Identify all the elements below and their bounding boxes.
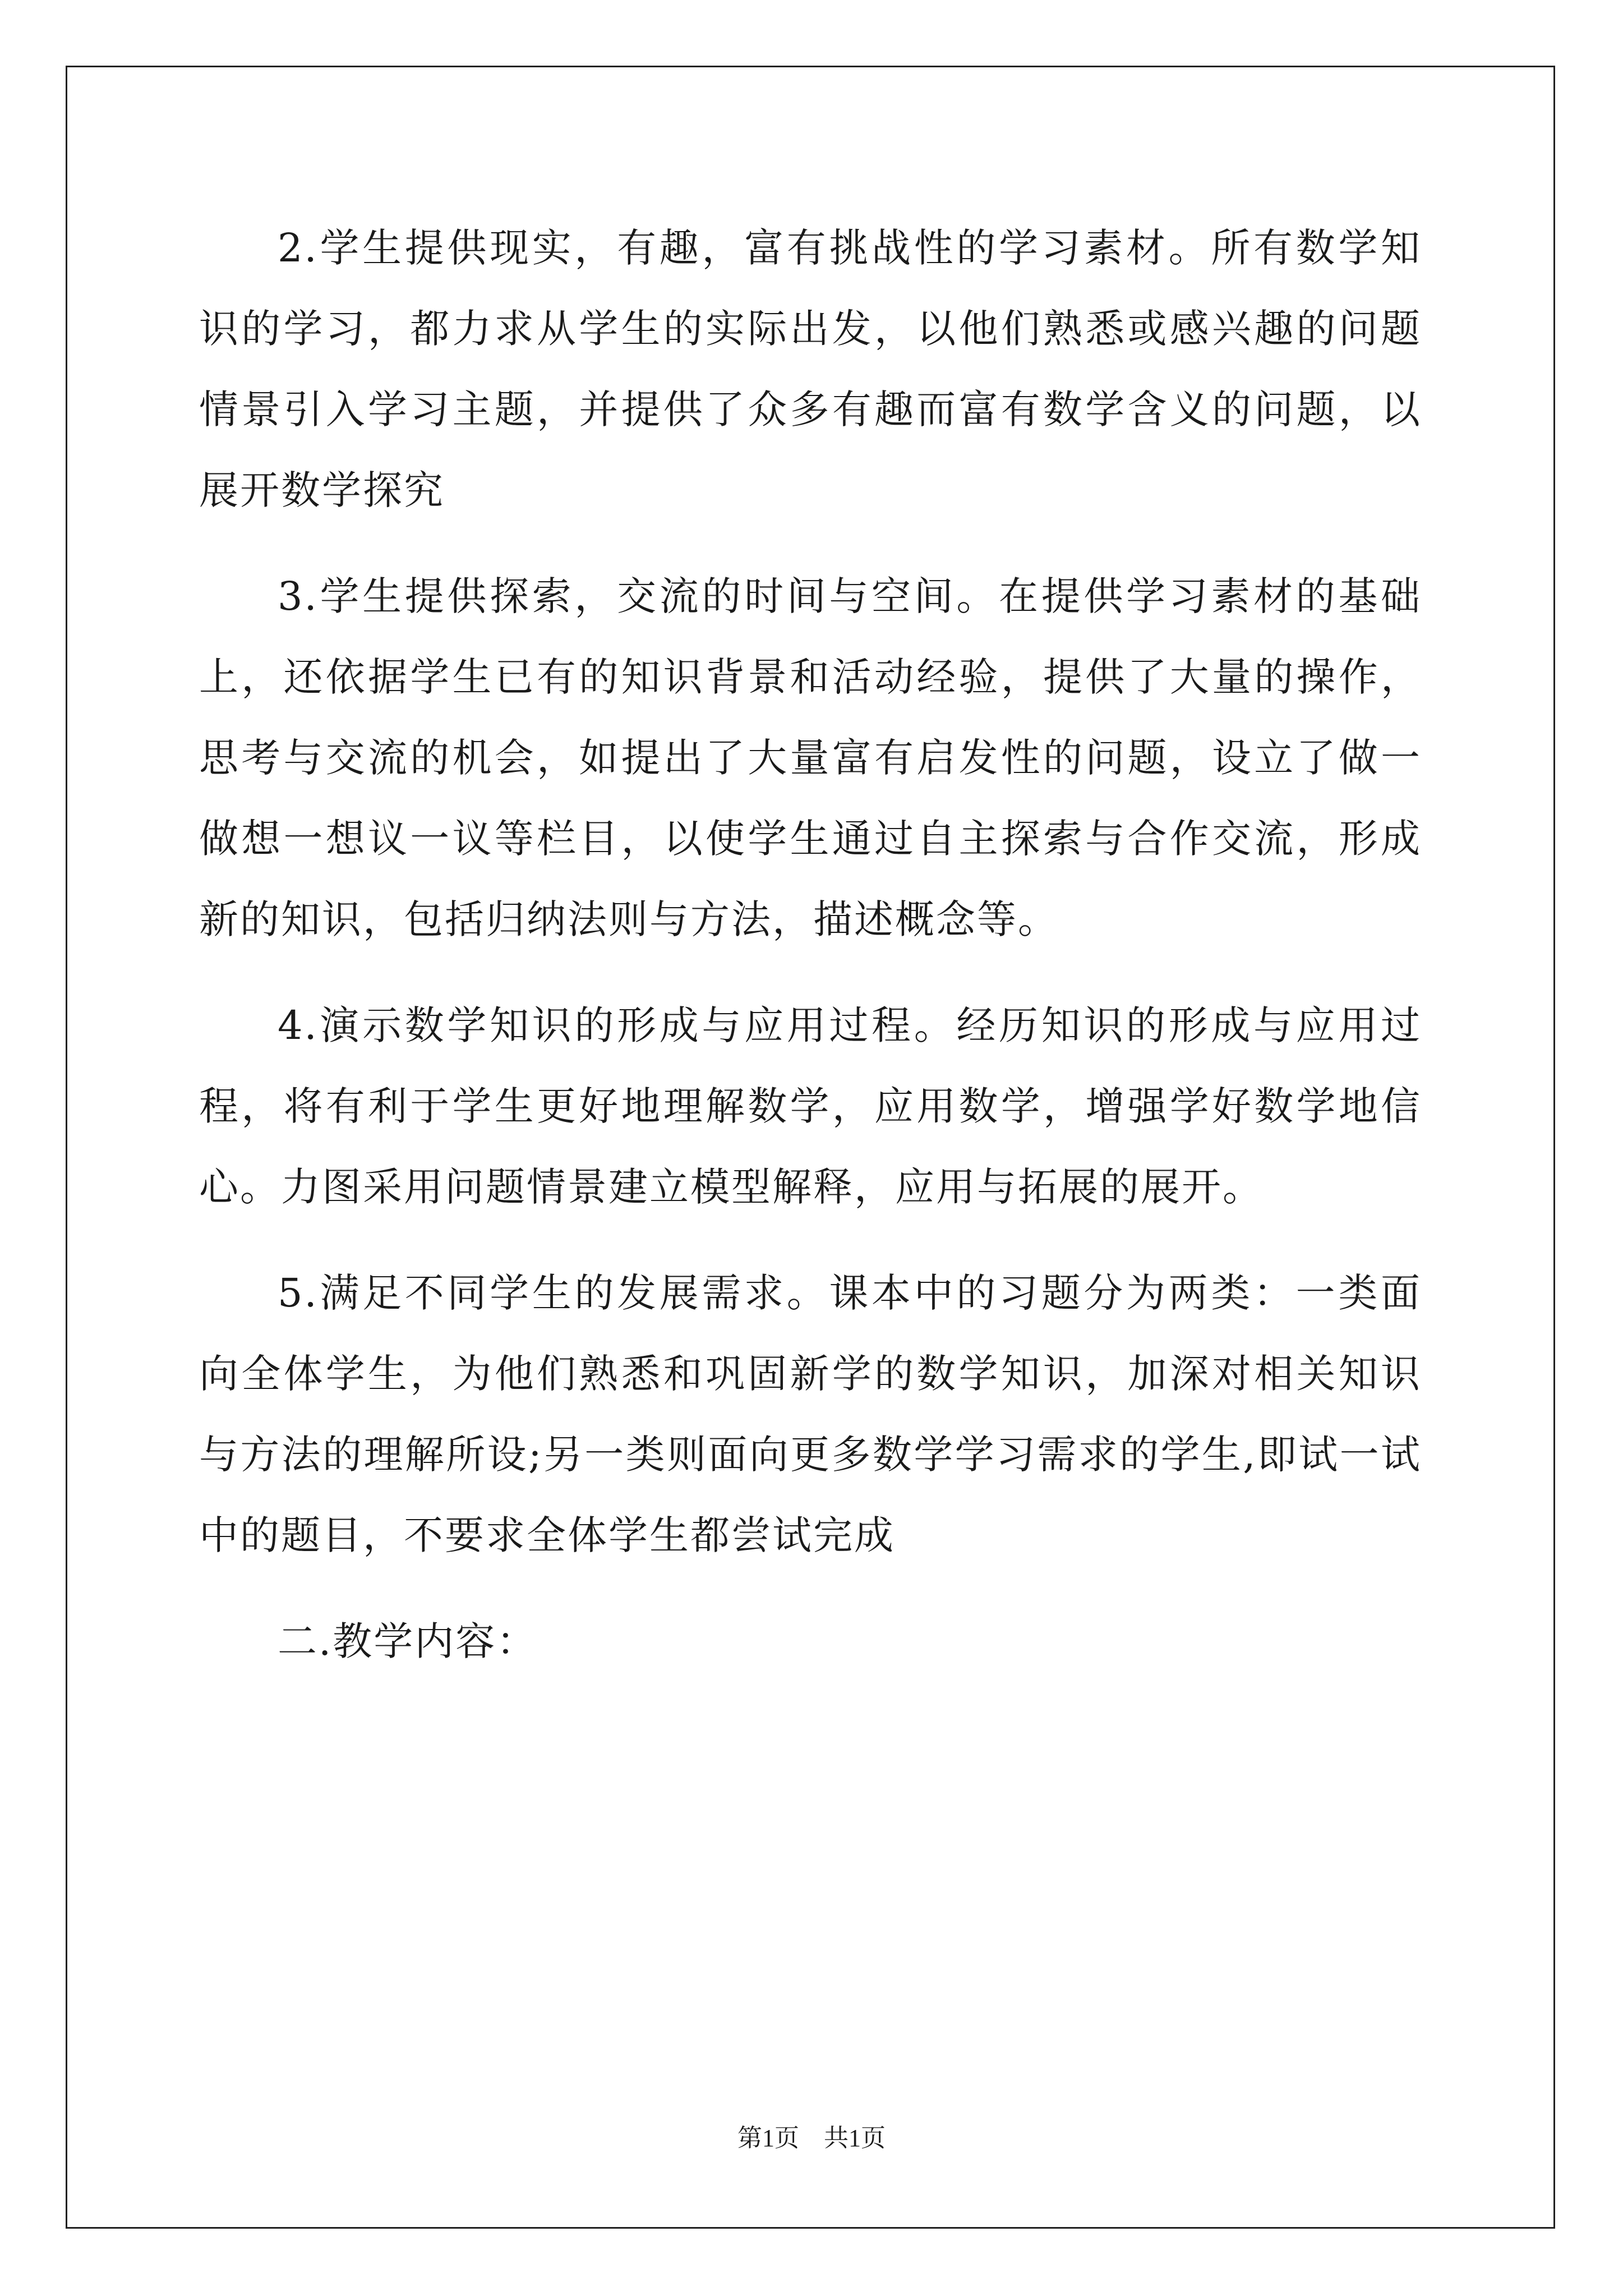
- paragraph-item-4: 4.演示数学知识的形成与应用过程。经历知识的形成与应用过程，将有利于学生更好地理解数学，应用数学，增强学好数学地信心。力图采用问题情景建立模型解释，应用与拓展的展开。: [199, 1002, 1422, 1210]
- paragraph-item-5: 5.满足不同学生的发展需求。课本中的习题分为两类：一类面向全体学生，为他们熟悉和巩固新学的数学知识，加深对相关知识与方法的理解所设;另一类则面向更多数学学习需求的学生,即试一试中的题目，不要求全体学生都尝试完成: [199, 1270, 1422, 1558]
- section-heading-teaching-content: 二.教学内容：: [278, 1618, 538, 1664]
- document-body: [199, 208, 1422, 1682]
- paragraph-item-2: 2.学生提供现实，有趣，富有挑战性的学习素材。所有数学知识的学习，都力求从学生的实际出发，以他们熟悉或感兴趣的问题情景引入学习主题，并提供了众多有趣而富有数学含义的问题，以展开数学探究: [199, 225, 1422, 513]
- paragraph-item-3: 3.学生提供探索，交流的时间与空间。在提供学习素材的基础上，还依据学生已有的知识背景和活动经验，提供了大量的操作，思考与交流的机会，如提出了大量富有启发性的问题，设立了做一做想一想议一议等栏目，以使学生通过自主探索与合作交流，形成新的知识，包括归纳法则与方法，描述概念等。: [199, 573, 1422, 942]
- page-number-footer: 第1页 共1页: [737, 2124, 886, 2152]
